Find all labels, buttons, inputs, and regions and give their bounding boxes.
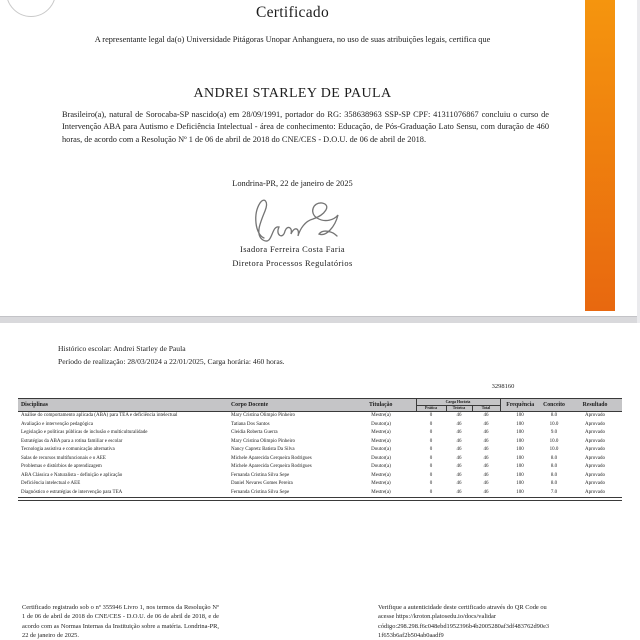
cell-total: 46 — [483, 447, 489, 452]
header-conceito: Conceito — [540, 399, 568, 412]
cell-conceito: 10.0 — [549, 421, 559, 427]
cell-teorica: 46 — [456, 413, 462, 418]
table-row — [18, 429, 622, 438]
table-row — [18, 463, 622, 472]
cell-frequencia: 100 — [516, 438, 524, 444]
cell-docente: Mary Cristina Olimpio Pinheiro — [231, 413, 296, 418]
period-line: Período de realização: 28/03/2024 a 22/01/2025, Carga horária: 460 horas. — [58, 357, 285, 366]
cell-titulacao: Doutor(a) — [371, 421, 391, 427]
cell-docente: Tatiana Dos Santos — [231, 421, 270, 427]
cell-docente: Cleidia Roberta Guerra — [231, 430, 278, 435]
cell-conceito: 8.0 — [550, 472, 558, 478]
cell-frequencia: 100 — [516, 464, 524, 469]
cell-total: 46 — [483, 413, 489, 418]
verification-line: Verifique a autenticidade deste certificado através do QR Code ou — [378, 604, 547, 611]
table-row — [18, 472, 622, 481]
signer-name: Isadora Ferreira Costa Faria — [240, 245, 345, 254]
cell-docente: Fernanda Cristina Silva Sepe — [231, 489, 290, 495]
table-row — [18, 480, 622, 489]
document-number: 3298160 — [491, 383, 515, 390]
cell-disciplina: Problemas e distúrbios de aprendizagem — [21, 464, 102, 469]
cell-teorica: 46 — [456, 421, 462, 427]
orange-accent-bar — [585, 0, 615, 311]
header-titulacao: Titulação — [346, 399, 416, 412]
cell-teorica: 46 — [456, 481, 462, 486]
cell-pratica: 0 — [429, 455, 433, 461]
cell-frequencia: 100 — [516, 481, 524, 486]
cell-titulacao: Doutor(a) — [371, 464, 391, 469]
certificate-title: Certificado — [255, 4, 330, 21]
certificate-page — [0, 0, 640, 316]
cell-frequencia: 100 — [516, 489, 524, 495]
signer-role: Diretora Processos Regulatórios — [232, 259, 353, 268]
cell-disciplina: Salas de recursos multifuncionais e o AEE — [21, 455, 106, 461]
cell-teorica: 46 — [456, 472, 462, 478]
cell-conceito: 7.0 — [550, 489, 558, 495]
handwritten-signature-image — [234, 196, 352, 244]
verification-code-line-2: 1f653b6af2b504ab0aadf9 — [378, 631, 444, 639]
cell-docente: Mary Cristina Olimpio Pinheiro — [231, 438, 296, 444]
cell-titulacao: Mestre(a) — [371, 481, 391, 486]
cell-conceito: 8.0 — [550, 413, 558, 418]
cell-teorica: 46 — [456, 455, 462, 461]
cell-teorica: 46 — [456, 447, 462, 452]
cell-titulacao: Doutor(a) — [371, 447, 391, 452]
table-row — [18, 489, 622, 498]
cell-resultado: Aprovado — [585, 430, 606, 435]
cell-total: 46 — [483, 438, 489, 444]
cell-docente: Daniel Nevares Gomes Pereira — [231, 481, 293, 486]
cell-pratica: 0 — [429, 430, 433, 435]
student-name: ANDREI STARLEY DE PAULA — [193, 86, 392, 101]
cell-titulacao: Mestre(a) — [371, 413, 391, 418]
cell-frequencia: 100 — [516, 413, 524, 418]
table-row — [18, 446, 622, 455]
verification-url-line: acesse https://kroton.platosedu.io/docs/validar — [378, 613, 497, 621]
cell-titulacao: Mestre(a) — [371, 489, 391, 495]
certificate-intro-line: A representante legal da(o) Universidade Pitágoras Unopar Anhanguera, no uso de suas atribuições legais, certifica que — [94, 35, 491, 44]
verification-footer-text — [378, 603, 633, 640]
cell-pratica: 0 — [429, 413, 433, 418]
cell-teorica: 46 — [456, 438, 462, 444]
cell-titulacao: Mestre(a) — [371, 472, 391, 478]
cell-pratica: 0 — [429, 489, 433, 495]
header-pratica: Prática — [416, 406, 446, 412]
cell-resultado: Aprovado — [585, 472, 606, 478]
cell-titulacao: Mestre(a) — [371, 430, 391, 435]
transcript-page — [0, 323, 640, 640]
grades-table-body — [18, 412, 622, 498]
certificate-body-paragraph: Brasileiro(a), natural de Sorocaba-SP nascido(a) em 28/09/1991, portador do RG: 358638963 SSP-SP CPF: 41311076867 concluiu o curso de Intervenção ABA para Autismo e Deficiência Intelectual - área de conhecimento: Educação, de Pós-Graduação Lato Sensu, com duração de 460 horas, de acordo com a Resolução Nº 1 de 06 de abril de 2018 do CNE/CES - D.O.U. de 06 de abril de 2018. — [62, 110, 549, 144]
cell-total: 46 — [483, 455, 489, 461]
cell-disciplina: ABA Clássica e Naturalista - definição e aplicação — [21, 472, 123, 478]
cell-total: 46 — [483, 421, 489, 427]
header-carga-horaria: Carga Horária — [416, 399, 500, 406]
cell-docente: Fernanda Cristina Silva Sepe — [231, 472, 290, 478]
cell-resultado: Aprovado — [585, 464, 606, 469]
header-disciplinas: Disciplinas — [18, 399, 228, 412]
history-student-line: Histórico escolar: Andrei Starley de Paula — [58, 344, 186, 353]
header-total: Total — [472, 406, 500, 412]
cell-pratica: 0 — [429, 481, 433, 486]
cell-conceito: 8.0 — [550, 481, 558, 486]
cell-frequencia: 100 — [516, 430, 524, 435]
cell-resultado: Aprovado — [585, 489, 606, 495]
cell-pratica: 0 — [429, 438, 433, 444]
cell-frequencia: 100 — [516, 447, 524, 452]
cell-disciplina: Avaliação e intervenção pedagógica — [21, 421, 93, 427]
cell-conceito: 10.0 — [549, 447, 559, 452]
header-corpo-docente: Corpo Docente — [228, 399, 346, 412]
cell-teorica: 46 — [456, 464, 462, 469]
grades-table — [18, 398, 622, 498]
cell-titulacao: Doutor(a) — [371, 455, 391, 461]
cell-total: 46 — [483, 489, 489, 495]
cell-total: 46 — [483, 472, 489, 478]
cell-frequencia: 100 — [516, 472, 524, 478]
table-row — [18, 438, 622, 447]
cell-conceito: 8.0 — [550, 464, 558, 469]
cell-teorica: 46 — [456, 489, 462, 495]
registration-footer-text: Certificado registrado sob o nº 355946 Livro 1, nos termos da Resolução Nº 1 de 06 de abril de 2018 do CNE/CES - D.O.U. de 06 de abril de 2018, e de acordo com as Normas Internas da Instituição sobre a matéria. Londrina-PR, 22 de janeiro de 2025. — [22, 604, 219, 639]
cell-disciplina: Estratégias da ABA para a rotina familiar e escolar — [21, 438, 123, 444]
cell-disciplina: Deficiência intelectual e AEE — [21, 481, 81, 486]
cell-frequencia: 100 — [516, 455, 524, 461]
cell-resultado: Aprovado — [585, 447, 606, 452]
cell-pratica: 0 — [429, 447, 433, 452]
grades-table-header — [18, 399, 622, 412]
cell-disciplina: Tecnologia assistiva e comunicação alternativa — [21, 447, 115, 452]
cell-docente: Michele Aparecida Cerqueira Rodrigues — [231, 455, 312, 461]
cell-resultado: Aprovado — [585, 421, 606, 427]
cell-frequencia: 100 — [516, 421, 524, 427]
header-teorica: Teórica — [446, 406, 472, 412]
cell-conceito: 8.0 — [550, 455, 558, 461]
cell-titulacao: Mestre(a) — [371, 438, 391, 444]
grades-table-wrapper — [18, 398, 622, 501]
cell-resultado: Aprovado — [585, 438, 606, 444]
cell-resultado: Aprovado — [585, 413, 606, 418]
cell-total: 46 — [483, 481, 489, 486]
cell-total: 46 — [483, 464, 489, 469]
cell-docente: Michele Aparecida Cerqueira Rodrigues — [231, 464, 312, 469]
cell-conceito: 10.0 — [549, 438, 559, 444]
cell-docente: Nancy Capretz Batista Da Silva — [231, 447, 295, 452]
table-row — [18, 421, 622, 430]
header-frequencia: Frequência — [500, 399, 540, 412]
verification-code-line: código:298.298.f6c048ebd1952396b4b2005280af3df483762d90e3 — [378, 622, 550, 630]
table-row — [18, 412, 622, 421]
place-and-date: Londrina-PR, 22 de janeiro de 2025 — [232, 179, 353, 188]
cell-total: 46 — [483, 430, 489, 435]
header-resultado: Resultado — [568, 399, 622, 412]
cell-disciplina: Análise do comportamento aplicada (ABA) para TEA e deficiência intelectual — [21, 413, 178, 418]
cell-teorica: 46 — [456, 430, 462, 435]
signature-block — [0, 196, 585, 249]
cell-pratica: 0 — [429, 421, 433, 427]
cell-pratica: 0 — [429, 464, 433, 469]
cell-pratica: 0 — [429, 472, 433, 478]
cell-resultado: Aprovado — [585, 481, 606, 486]
cell-resultado: Aprovado — [585, 455, 606, 461]
cell-conceito: 9.0 — [550, 430, 558, 435]
cell-disciplina: Legislação e políticas públicas de inclusão e multiculturalidade — [21, 430, 148, 435]
cell-disciplina: Diagnóstico e estratégias de intervenção para TEA — [21, 489, 123, 495]
table-row — [18, 455, 622, 464]
